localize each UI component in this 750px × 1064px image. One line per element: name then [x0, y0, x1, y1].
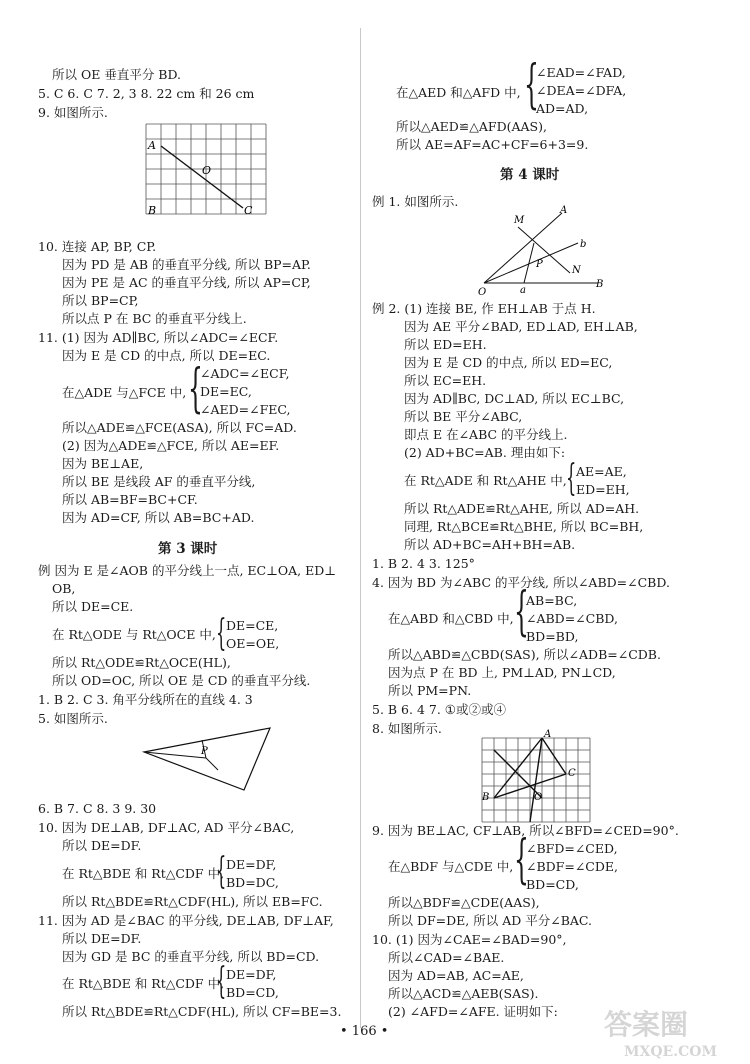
example-line: 所以 OD=OC, 所以 OE 是 CD 的垂直平分线. [52, 673, 311, 688]
example2-line: 因为 AE 平分∠BAD, ED⊥AD, EH⊥AB, [404, 319, 638, 334]
q11b-line: 所以 DE=DF. [62, 931, 142, 946]
q11b-cond: BD=CD, [226, 985, 279, 1000]
q11-line: 在△ADE 与△FCE 中, [62, 385, 187, 400]
q10-line: 所以△ACD≌△AEB(SAS). [388, 986, 539, 1001]
label-M: M [514, 215, 525, 226]
top-line: 所以 AE=AF=AC+CF=6+3=9. [396, 137, 589, 152]
system-brace: { [216, 613, 227, 654]
example-line: 所以 Rt△ODE≌Rt△OCE(HL), [52, 655, 231, 670]
example-cond: DE=CE, [226, 618, 279, 633]
example2-line: 即点 E 在∠ABC 的平分线上. [404, 427, 568, 442]
q10-line: 因为 AD=AB, AC=AE, [388, 968, 524, 983]
q11-line: 因为 BE⊥AE, [62, 456, 144, 471]
q8-label: 8. 如图所示. [372, 721, 442, 736]
q9-line: 9. 因为 BE⊥AC, CF⊥AB, 所以∠BFD=∠CED=90°. [372, 823, 679, 838]
q4-cond: BD=BD, [526, 629, 579, 644]
example-line: 例 因为 E 是∠AOB 的平分线上一点, EC⊥OA, ED⊥ [38, 563, 336, 578]
example1-label: 例 1. 如图所示. [372, 194, 459, 209]
q10b-line: 10. 因为 DE⊥AB, DF⊥AC, AD 平分∠BAC, [38, 820, 295, 835]
answers-5-7: 5. B 6. 4 7. ①或②或④ [372, 702, 506, 717]
example2-line: 在 Rt△ADE 和 Rt△AHE 中, [404, 473, 567, 488]
example-cond: OE=OE, [226, 636, 280, 651]
q11-line: 所以 BE 是线段 AF 的垂直平分线, [62, 474, 256, 489]
example2-line: 所以 ED=EH. [404, 337, 487, 352]
label-a: a [520, 285, 526, 296]
q10b-line: 在 Rt△BDE 和 Rt△CDF 中, [62, 866, 225, 881]
example2-cond: ED=EH, [576, 482, 630, 497]
example2-line: (2) AD+BC=AB. 理由如下: [404, 445, 566, 460]
label-P: P [201, 746, 208, 757]
watermark-bottom: MXQE.COM [624, 1044, 717, 1060]
answers-1-3: 1. B 2. 4 3. 125° [372, 556, 475, 571]
system-brace: { [514, 582, 529, 642]
section-heading-4: 第 4 课时 [500, 167, 560, 183]
example2-line: 所以 EC=EH. [404, 373, 487, 388]
ex1-angle-figure [478, 205, 608, 297]
q10-line: 所以∠CAD=∠BAE. [388, 950, 505, 965]
q9-label: 9. 如图所示. [38, 105, 108, 120]
label-A: A [560, 205, 568, 216]
q4-line: 所以 PM=PN. [388, 683, 472, 698]
section-heading-3: 第 3 课时 [158, 541, 218, 557]
q9-line: 在△BDF 与△CDE 中, [388, 859, 514, 874]
q10-line: (2) ∠AFD=∠AFE. 证明如下: [388, 1004, 558, 1019]
example2-line: 同理, Rt△BCE≌Rt△BHE, 所以 BC=BH, [404, 519, 644, 534]
example-line: OB, [52, 581, 76, 596]
label-O: O [202, 164, 212, 177]
q9-grid-figure [140, 122, 272, 226]
top-cond: ∠DEA=∠DFA, [536, 83, 627, 98]
q9-line: 所以 DF=DE, 所以 AD 平分∠BAC. [388, 913, 593, 928]
answers-5-8: 5. C 6. C 7. 2, 3 8. 22 cm 和 26 cm [38, 86, 255, 101]
q11-line: 所以△ADE≌△FCE(ASA), 所以 FC=AD. [62, 420, 297, 435]
q10-line: 所以 BP=CP, [62, 293, 139, 308]
label-b: b [580, 239, 587, 250]
q11-cond: ∠AED=∠FEC, [200, 402, 291, 417]
q10b-cond: DE=DF, [226, 857, 277, 872]
watermark-logo [594, 1004, 744, 1062]
answers-6-9: 6. B 7. C 8. 3 9. 30 [38, 801, 157, 816]
example2-line: 所以 BE 平分∠ABC, [404, 409, 523, 424]
q11-line: 因为 AD=CF, 所以 AB=BC+AD. [62, 510, 255, 525]
text-line: 所以 OE 垂直平分 BD. [52, 67, 182, 82]
q10-line: 10. (1) 因为∠CAE=∠BAD=90°, [372, 932, 567, 947]
q9-line: 所以△BDF≌△CDE(AAS), [388, 895, 540, 910]
q10b-line: 所以 Rt△BDE≌Rt△CDF(HL), 所以 EB=FC. [62, 894, 323, 909]
q9-cond: ∠BDF=∠CDE, [526, 859, 618, 874]
q11-line: 因为 E 是 CD 的中点, 所以 DE=EC. [62, 348, 271, 363]
q5-label: 5. 如图所示. [38, 711, 108, 726]
q11-line: 所以 AB=BF=BC+CF. [62, 492, 198, 507]
q8-grid-figure [476, 728, 598, 832]
q4-line: 因为点 P 在 BD 上, PM⊥AD, PN⊥CD, [388, 665, 616, 680]
q11b-line: 在 Rt△BDE 和 Rt△CDF 中, [62, 976, 225, 991]
q4-cond: ∠ABD=∠CBD, [526, 611, 618, 626]
label-B: B [148, 204, 157, 217]
label-N: N [572, 265, 581, 276]
page-number: • 166 • [340, 1024, 389, 1039]
system-brace: { [188, 359, 203, 419]
top-cond: AD=AD, [536, 101, 589, 116]
q10-line: 10. 连接 AP, BP, CP. [38, 239, 157, 254]
label-A: A [544, 729, 552, 740]
top-line: 所以△AED≌△AFD(AAS), [396, 119, 547, 134]
q10-line: 所以点 P 在 BC 的垂直平分线上. [62, 311, 247, 326]
example2-cond: AE=AE, [576, 464, 627, 479]
system-brace: { [524, 55, 539, 115]
example-line: 所以 DE=CE. [52, 599, 134, 614]
q4-cond: AB=BC, [526, 593, 578, 608]
q5-triangle-figure [140, 722, 280, 794]
watermark-top: 答案圈 [604, 1008, 689, 1041]
top-cond: ∠EAD=∠FAD, [536, 65, 626, 80]
q11-line: (2) 因为△ADE≌△FCE, 所以 AE=EF. [62, 438, 280, 453]
answers-1-4: 1. B 2. C 3. 角平分线所在的直线 4. 3 [38, 692, 253, 707]
label-C: C [568, 768, 576, 779]
q9-cond: ∠BFD=∠CED, [526, 841, 618, 856]
example2-line: 因为 E 是 CD 的中点, 所以 ED=EC, [404, 355, 613, 370]
label-C: C [244, 204, 253, 217]
q4-line: 在△ABD 和△CBD 中, [388, 611, 514, 626]
label-O: O [478, 287, 487, 297]
example-line: 在 Rt△ODE 与 Rt△OCE 中, [52, 627, 216, 642]
system-brace: { [566, 458, 577, 499]
system-brace: { [216, 851, 227, 892]
q10b-cond: BD=DC, [226, 875, 279, 890]
q4-line: 4. 因为 BD 为∠ABC 的平分线, 所以∠ABD=∠CBD. [372, 575, 670, 590]
q10b-line: 所以 DE=DF. [62, 838, 142, 853]
q11b-line: 11. 因为 AD 是∠BAC 的平分线, DE⊥AB, DF⊥AF, [38, 913, 334, 928]
q10-line: 因为 PD 是 AB 的垂直平分线, 所以 BP=AP. [62, 257, 311, 272]
column-divider [360, 28, 361, 1028]
q11-cond: DE=EC, [200, 384, 252, 399]
q11b-line: 因为 GD 是 BC 的垂直平分线, 所以 BD=CD. [62, 949, 320, 964]
system-brace: { [514, 830, 529, 890]
q4-line: 所以△ABD≌△CBD(SAS), 所以∠ADB=∠CDB. [388, 647, 661, 662]
label-B: B [596, 279, 604, 290]
q9-cond: BD=CD, [526, 877, 579, 892]
q11-cond: ∠ADC=∠ECF, [200, 366, 290, 381]
q11b-cond: DE=DF, [226, 967, 277, 982]
q10-line: 因为 PE 是 AC 的垂直平分线, 所以 AP=CP, [62, 275, 311, 290]
system-brace: { [216, 961, 227, 1002]
example2-line: 所以 Rt△ADE≌Rt△AHE, 所以 AD=AH. [404, 501, 640, 516]
q11-line: 11. (1) 因为 AD∥BC, 所以∠ADC=∠ECF. [38, 330, 279, 345]
label-O: O [534, 792, 543, 803]
label-B: B [482, 792, 490, 803]
label-P: P [536, 259, 543, 270]
example2-line: 例 2. (1) 连接 BE, 作 EH⊥AB 于点 H. [372, 301, 596, 316]
q11b-line: 所以 Rt△BDE≌Rt△CDF(HL), 所以 CF=BE=3. [62, 1004, 342, 1019]
example2-line: 所以 AD+BC=AH+BH=AB. [404, 537, 576, 552]
top-line: 在△AED 和△AFD 中, [396, 85, 521, 100]
label-A: A [148, 139, 156, 152]
example2-line: 因为 AD∥BC, DC⊥AD, 所以 EC⊥BC, [404, 391, 625, 406]
